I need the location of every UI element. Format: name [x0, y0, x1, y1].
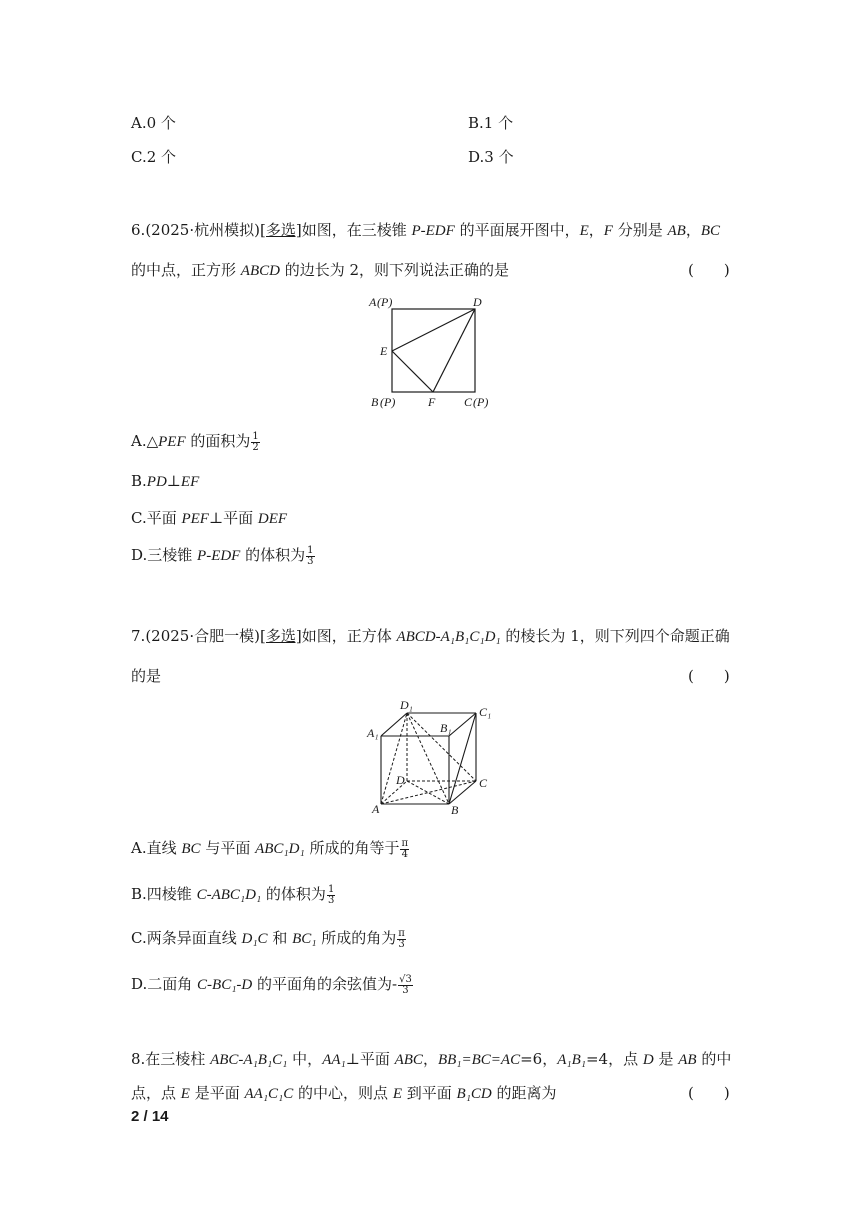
option-text: 的体积为: [240, 546, 306, 564]
edge-a1d1: [381, 713, 407, 736]
q5-option-c: C.2 个: [131, 148, 177, 166]
label-p-a: (P): [377, 295, 393, 309]
q7-tag: [多选]: [259, 627, 302, 645]
option-text: 与平面: [200, 839, 256, 857]
q6-text: 分别是: [612, 221, 668, 239]
fraction: [327, 885, 335, 906]
q7-answer-paren: ( ): [688, 667, 730, 685]
q8-text: B₁CD: [456, 1086, 492, 1102]
fraction: [398, 975, 413, 996]
q7-text: ABCD-A₁B₁C₁D₁: [396, 629, 501, 645]
option-text: D.三棱锥: [131, 546, 198, 564]
q6-net-figure: [360, 290, 500, 412]
q5-option-b: B.1 个: [468, 114, 514, 132]
label-c: C: [479, 776, 488, 790]
q5-option-a: A.0 个: [131, 114, 176, 132]
page-number: 2 / 14: [131, 1108, 169, 1125]
fraction-den: 4: [401, 848, 408, 860]
q6-text: ，: [685, 221, 701, 239]
q8-text: 的中: [696, 1050, 732, 1068]
q8-text: 中，: [287, 1050, 323, 1068]
option-text: ⊥平面: [208, 509, 258, 527]
q8-text: E: [392, 1086, 402, 1102]
label-p-b: (P): [380, 395, 396, 409]
fraction-num: 1: [327, 883, 335, 895]
option-text: PEF: [158, 434, 186, 450]
label-d: D: [473, 295, 482, 309]
q8-text: ABC-A₁B₁C₁: [210, 1052, 288, 1068]
q6-text: 的边长为 2，则下列说法正确的是: [279, 261, 510, 279]
option-text: ABC₁D₁: [255, 841, 305, 857]
q8-text: D: [642, 1052, 654, 1068]
q6-text: ，: [588, 221, 604, 239]
label-d1: D₁: [400, 698, 413, 712]
q8-text: 8.在三棱柱: [131, 1050, 211, 1068]
option-text: B.: [131, 472, 147, 490]
option-text: C.两条异面直线: [131, 929, 242, 947]
q7-option-b: [131, 883, 336, 906]
q8-text: AB: [678, 1052, 697, 1068]
q6-option-d: [131, 544, 316, 567]
option-text: 的平面角的余弦值为-: [252, 975, 398, 993]
q8-text: AA₁: [322, 1052, 346, 1068]
fraction-den: 3: [398, 938, 405, 950]
fraction-num: π: [401, 837, 409, 849]
q6-option-c: [131, 507, 287, 528]
option-text: D₁C: [241, 931, 268, 947]
label-c1: C₁: [479, 705, 492, 719]
fraction: [397, 929, 406, 950]
edge-b1c1: [449, 713, 476, 736]
q7-option-c: [131, 927, 407, 950]
q6-number: 6.: [131, 221, 146, 239]
option-text: EF: [180, 474, 200, 490]
q8-text: BB₁=BC=AC: [437, 1052, 521, 1068]
q8-stem-line1: [131, 1048, 731, 1069]
q6-text: AB: [667, 223, 686, 239]
fraction-num: 1: [252, 430, 259, 442]
q8-text: E: [180, 1086, 190, 1102]
fraction-den: 3: [402, 984, 409, 996]
option-text: PEF: [181, 511, 209, 527]
fraction-num: π: [398, 927, 405, 939]
option-text: B.四棱锥: [131, 885, 197, 903]
label-c: C: [464, 395, 473, 409]
option-text: D.二面角: [131, 975, 198, 993]
q6-text: 的中点，正方形: [131, 261, 241, 279]
option-text: C-BC₁-D: [197, 977, 253, 993]
option-text: ⊥: [166, 472, 181, 490]
label-a1: A₁: [367, 726, 379, 740]
option-text: BC: [181, 841, 201, 857]
q7-text: 的棱长为 1，则下列四个命题正确: [500, 627, 730, 645]
square-abcd: [392, 309, 475, 392]
q7-stem-line2: 的是: [131, 667, 162, 685]
segment-bc1: [449, 713, 476, 804]
q7-cube-figure: [362, 696, 502, 818]
label-b: B: [371, 395, 379, 409]
fraction-num: 1: [307, 544, 314, 556]
option-text: 和: [267, 929, 293, 947]
label-a: A: [372, 802, 380, 816]
q8-text: ⊥平面: [345, 1050, 395, 1068]
q8-text: ABC: [394, 1052, 423, 1068]
q6-source: (2025·杭州模拟): [145, 221, 260, 239]
fraction-den: 2: [252, 441, 259, 453]
option-text: 所成的角等于: [304, 839, 400, 857]
q6-text: BC: [700, 223, 720, 239]
q6-stem-line2: [131, 259, 509, 280]
segment-db: [407, 781, 449, 804]
segment-ef: [392, 351, 433, 392]
q6-stem-line1: [131, 219, 720, 240]
q6-option-a: [131, 430, 261, 453]
q6-option-b: [131, 472, 199, 491]
q6-text: P-EDF: [411, 223, 455, 239]
q6-text: ABCD: [240, 263, 280, 279]
option-text: C.平面: [131, 509, 182, 527]
label-b: B: [451, 803, 459, 817]
q6-text: 的平面展开图中，: [454, 221, 580, 239]
q6-tag: [多选]: [259, 221, 302, 239]
option-text: A.直线: [131, 839, 182, 857]
q8-text: 是: [653, 1050, 679, 1068]
label-b1: B₁: [440, 721, 452, 735]
fraction-den: 3: [307, 555, 314, 567]
fraction-num: √3: [399, 973, 412, 985]
label-p-c: (P): [473, 395, 489, 409]
q8-text: A₁B₁: [557, 1052, 586, 1068]
edge-bc: [449, 781, 476, 804]
fraction: [306, 546, 314, 567]
q7-text: 如图，正方体: [301, 627, 397, 645]
label-f: F: [428, 395, 436, 409]
q8-answer-paren: ( ): [688, 1084, 730, 1102]
q8-text: 是平面: [189, 1084, 245, 1102]
q8-text: 点，点: [131, 1084, 181, 1102]
q8-text: =4，点: [585, 1050, 643, 1068]
option-text: DEF: [257, 511, 288, 527]
q8-text: 的中心，则点: [293, 1084, 393, 1102]
q8-text: 到平面: [401, 1084, 457, 1102]
q6-answer-paren: ( ): [688, 261, 730, 279]
q7-option-a: [131, 837, 410, 860]
q6-text: E: [579, 223, 589, 239]
q8-text: ，: [422, 1050, 438, 1068]
option-text: BC₁: [292, 931, 317, 947]
label-a: A: [369, 295, 377, 309]
fraction: [400, 839, 409, 860]
segment-ad1: [381, 713, 407, 804]
q8-stem-line2: [131, 1082, 557, 1103]
q6-text: F: [603, 223, 613, 239]
q7-source: (2025·合肥一模): [145, 627, 260, 645]
q8-text: =6，: [520, 1050, 558, 1068]
q5-option-d: D.3 个: [468, 148, 514, 166]
option-text: P-EDF: [197, 548, 241, 564]
segment-ed: [392, 309, 475, 351]
q7-option-d: [131, 973, 414, 996]
label-e: E: [380, 344, 388, 358]
q7-stem-line1: [131, 625, 730, 646]
option-text: A.△: [131, 432, 159, 450]
option-text: PD: [146, 474, 167, 490]
option-text: C-ABC₁D₁: [196, 887, 262, 903]
fraction-den: 3: [327, 894, 335, 906]
fraction: [251, 432, 259, 453]
q8-text: AA₁C₁C: [244, 1086, 294, 1102]
q7-number: 7.: [131, 627, 146, 645]
segment-fd: [433, 309, 475, 392]
q6-text: 如图，在三棱锥: [301, 221, 412, 239]
option-text: 的体积为: [261, 885, 326, 903]
q8-text: 的距离为: [491, 1084, 557, 1102]
label-d: D: [396, 773, 405, 787]
option-text: 的面积为: [185, 432, 251, 450]
option-text: 所成的角为: [316, 929, 397, 947]
